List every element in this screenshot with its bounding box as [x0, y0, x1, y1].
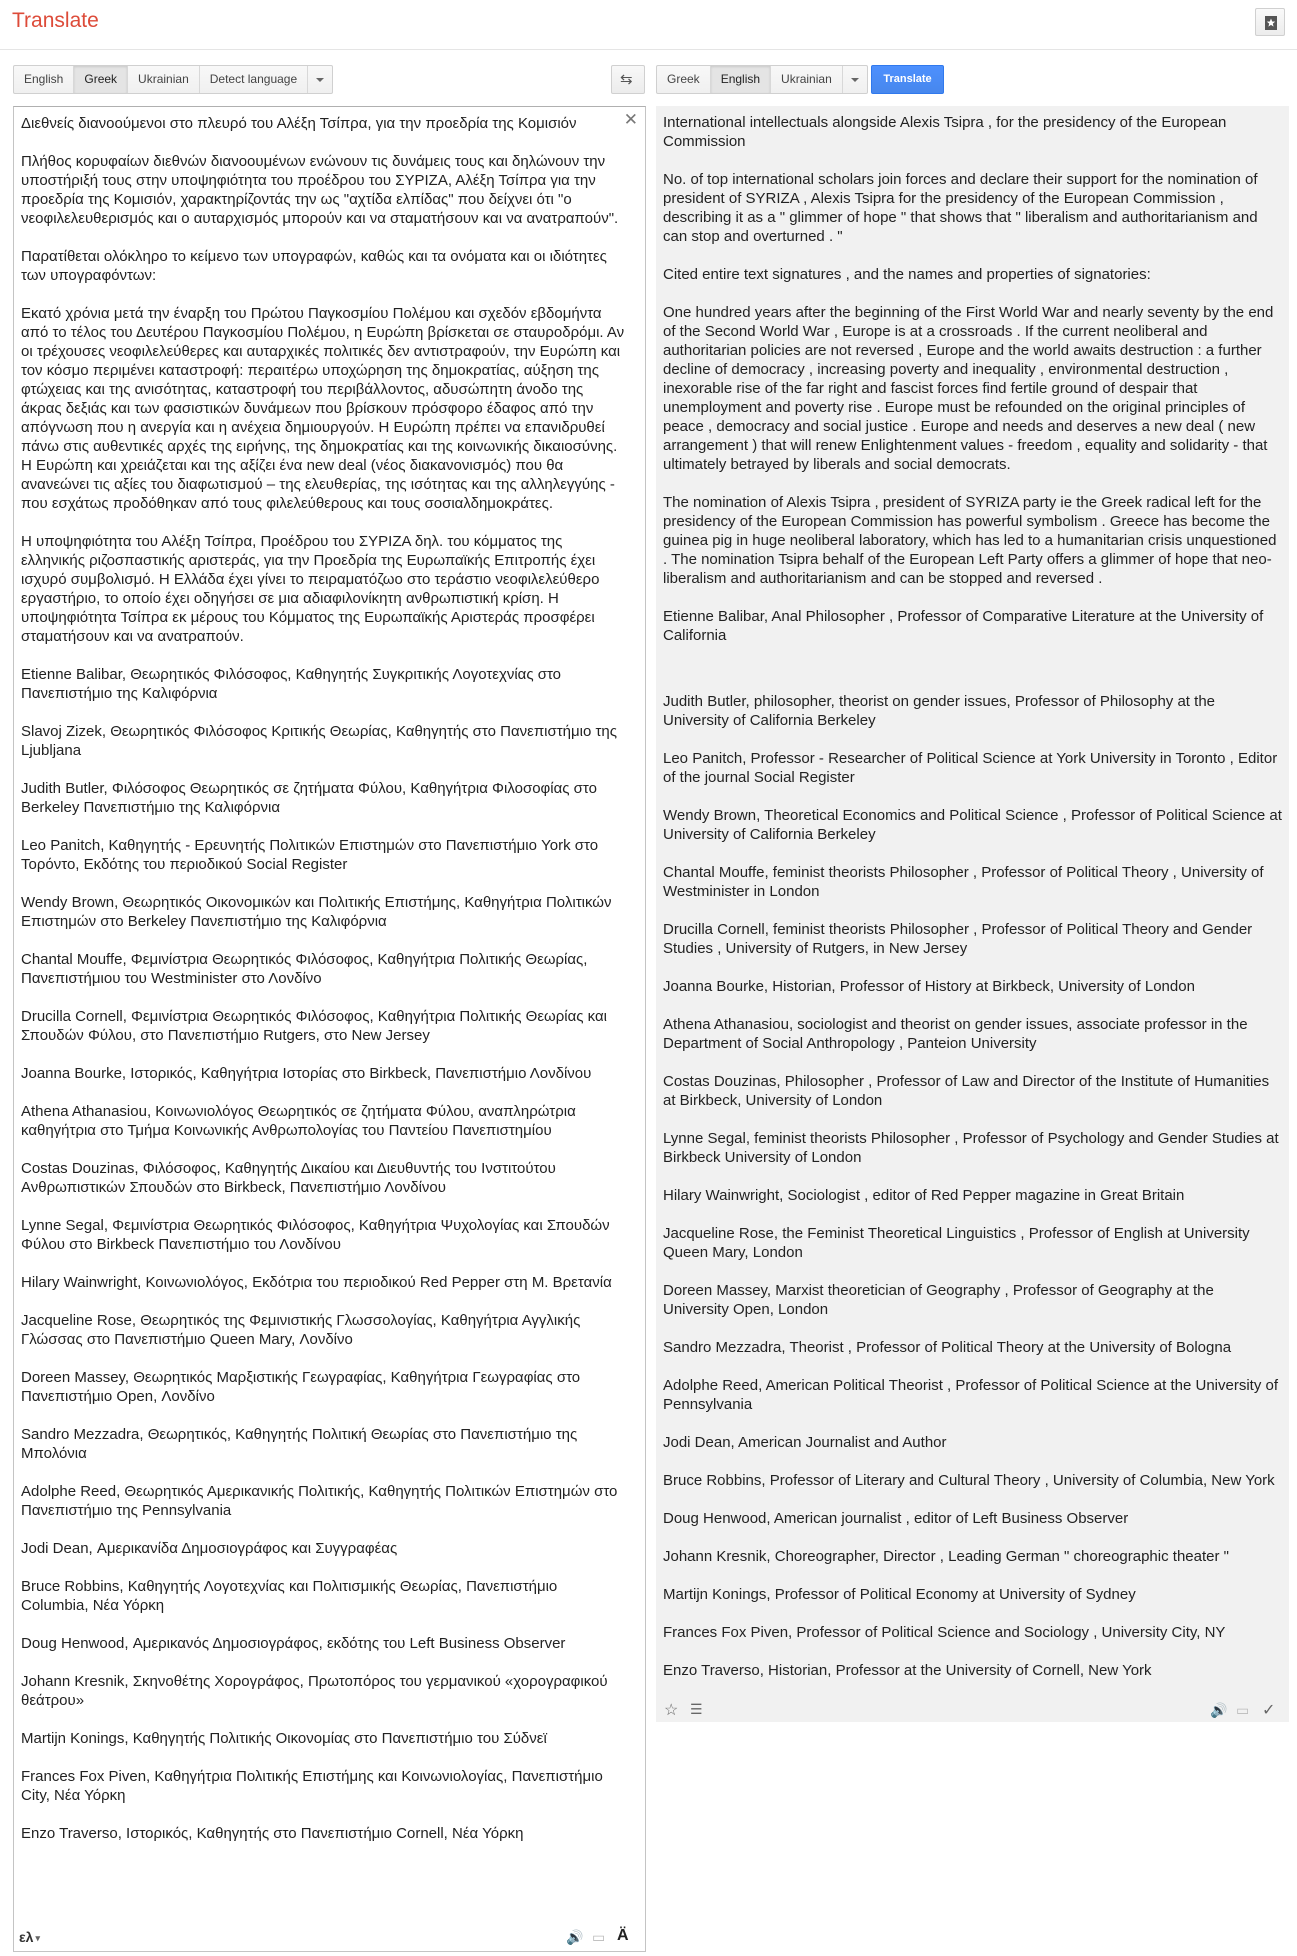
target-language-selector	[656, 65, 868, 94]
source-paragraph: Martijn Konings, Καθηγητής Πολιτικής Οικονομίας στο Πανεπιστήμιο του Σύδνεϊ	[21, 1730, 547, 1747]
translation-paragraph: Judith Butler, philosopher, theorist on gender issues, Professor of Philosophy at the University of California Berkeley	[663, 693, 1215, 729]
translation-paragraph: Wendy Brown, Theoretical Economics and Political Science , Professor of Political Science at University of California Berkeley	[663, 807, 1282, 843]
speaker-icon[interactable]: 🔊	[566, 1929, 584, 1945]
translation-paragraph: Cited entire text signatures , and the names and properties of signatories:	[663, 266, 1151, 283]
source-lang-detect[interactable]: Detect language	[200, 66, 308, 93]
source-paragraph: Joanna Bourke, Ιστορικός, Καθηγήτρια Ιστορίας στο Birkbeck, Πανεπιστήμιο Λονδίνου	[21, 1065, 592, 1082]
check-icon[interactable]: ✓	[1262, 1702, 1276, 1719]
source-lang-dropdown[interactable]	[308, 66, 332, 93]
translation-paragraph: Chantal Mouffe, feminist theorists Philosopher , Professor of Political Theory , University of Westminister in London	[663, 864, 1264, 900]
source-paragraph: Η υποψηφιότητα του Αλέξη Τσίπρα, Προέδρου του ΣΥΡΙΖΑ δηλ. του κόμματος της ελληνικής ριζοσπαστικής αριστεράς, για την Προεδρία της Ευρωπαϊκής Επιτροπής έχει ισχυρό συμβολισμό. Η Ελλάδα έχει γίνει το πειραματόζωο στο τεράστιο νεοφιλελεύθερο εργαστήριο, το οποίο έχει οδηγήσει σε μια αδιαφιλονίκητη ανθρωπιστική κρίση. Η υποψηφιότητα Τσίπρα εκ μέρους του Κόμματος της Ευρωπαϊκής Αριστεράς προσφέρει σταματήσουν και να ανατραπούν.	[21, 533, 600, 645]
source-paragraph: Costas Douzinas, Φιλόσοφος, Καθηγητής Δικαίου και Διευθυντής του Ινστιτούτου Ανθρωπιστικών Σπουδών στο Birkbeck, Πανεπιστήμιο Λονδίνου	[21, 1160, 556, 1196]
translation-paragraph: Adolphe Reed, American Political Theorist , Professor of Political Science at the University of Pennsylvania	[663, 1377, 1279, 1413]
translation-paragraph: Hilary Wainwright, Sociologist , editor of Red Pepper magazine in Great Britain	[663, 1187, 1185, 1204]
save-phrasebook-button[interactable]	[1255, 8, 1285, 36]
translation-paragraph: Sandro Mezzadra, Theorist , Professor of Political Theory at the University of Bologna	[663, 1339, 1232, 1356]
source-paragraph: Adolphe Reed, Θεωρητικός Αμερικανικής Πολιτικής, Καθηγητής Πολιτικών Επιστημών στο Πανεπιστήμιο της Pennsylvania	[21, 1483, 618, 1519]
translation-paragraph: Jacqueline Rose, the Feminist Theoretical Linguistics , Professor of English at University Queen Mary, London	[663, 1225, 1250, 1261]
source-paragraph: Johann Kresnik, Σκηνοθέτης Χορογράφος, Πρωτοπόρος του γερμανικού «χορογραφικού θεάτρου»	[21, 1673, 608, 1709]
source-paragraph: Wendy Brown, Θεωρητικός Οικονομικών και Πολιτικής Επιστήμης, Καθηγήτρια Πολιτικών Επιστημών στο Berkeley Πανεπιστήμιο της Καλιφόρνια	[21, 894, 612, 930]
source-paragraph: Doreen Massey, Θεωρητικός Μαρξιστικής Γεωγραφίας, Καθηγήτρια Γεωγραφίας στο Πανεπιστήμιο Open, Λονδίνο	[21, 1369, 581, 1405]
translation-paragraph: Leo Panitch, Professor - Researcher of Political Science at York University in Toronto , Editor of the journal Social Register	[663, 750, 1278, 786]
translation-paragraph: Costas Douzinas, Philosopher , Professor of Law and Director of the Institute of Humanities at Birkbeck, University of London	[663, 1073, 1270, 1109]
keyboard-icon: ελ	[19, 1929, 34, 1945]
target-lang-ukrainian[interactable]: Ukrainian	[771, 66, 843, 93]
source-lang-ukrainian[interactable]: Ukrainian	[128, 66, 200, 93]
translation-paragraph: Enzo Traverso, Historian, Professor at the University of Cornell, New York	[663, 1662, 1152, 1679]
source-paragraph: Doug Henwood, Αμερικανός Δημοσιογράφος, εκδότης του Left Business Observer	[21, 1635, 566, 1652]
top-bar	[0, 0, 1297, 50]
comment-icon[interactable]: ▭	[1236, 1702, 1250, 1718]
result-box	[656, 106, 1289, 1722]
source-footer	[14, 1925, 645, 1951]
translation-paragraph: Frances Fox Piven, Professor of Political Science and Sociology , University City, NY	[663, 1624, 1226, 1641]
comment-icon[interactable]: ▭	[592, 1929, 606, 1945]
translation-paragraph: Drucilla Cornell, feminist theorists Philosopher , Professor of Political Theory and Gender Studies , University of Rutgers, in New Jersey	[663, 921, 1253, 957]
source-language-selector	[13, 65, 333, 94]
source-paragraph: Διεθνείς διανοούμενοι στο πλευρό του Αλέξη Τσίπρα, για την προεδρία της Κομισιόν	[21, 115, 577, 132]
source-paragraph: Judith Butler, Φιλόσοφος Θεωρητικός σε ζητήματα Φύλου, Καθηγήτρια Φιλοσοφίας στο Berkeley Πανεπιστήμιο της Καλιφόρνια	[21, 780, 597, 816]
source-paragraph: Chantal Mouffe, Φεμινίστρια Θεωρητικός Φιλόσοφος, Καθηγήτρια Πολιτικής Θεωρίας, Πανεπιστήμιου του Westminister στο Λονδίνο	[21, 951, 588, 987]
translation-paragraph: Bruce Robbins, Professor of Literary and Cultural Theory , University of Columbia, New York	[663, 1472, 1275, 1489]
source-paragraph: Slavoj Zizek, Θεωρητικός Φιλόσοφος Κριτικής Θεωρίας, Καθηγητής στο Πανεπιστήμιο της Ljubljana	[21, 723, 618, 759]
source-paragraph: Enzo Traverso, Ιστορικός, Καθηγητής στο Πανεπιστήμιο Cornell, Νέα Υόρκη	[21, 1825, 524, 1842]
source-paragraph: Frances Fox Piven, Καθηγήτρια Πολιτικής Επιστήμης και Κοινωνιολογίας, Πανεπιστήμιο City, Νέα Υόρκη	[21, 1768, 603, 1804]
close-icon[interactable]: ✕	[623, 110, 638, 129]
source-paragraph: Jacqueline Rose, Θεωρητικός της Φεμινιστικής Γλωσσολογίας, Καθηγήτρια Αγγλικής Γλώσσας στο Πανεπιστήμιο Queen Mary, Λονδίνο	[21, 1312, 581, 1348]
target-lang-english[interactable]: English	[711, 66, 771, 93]
source-paragraph: Παρατίθεται ολόκληρο το κείμενο των υπογραφών, καθώς και τα ονόματα και οι ιδιότητες των υπογραφόντων:	[21, 248, 607, 284]
swap-icon: ⇆	[620, 71, 633, 88]
source-paragraph: Εκατό χρόνια μετά την έναρξη του Πρώτου Παγκοσμίου Πολέμου και σχεδόν εβδομήντα από το τέλος του Δευτέρου Παγκοσμίου Πολέμου, η Ευρώπη βρίσκεται σε σταυροδρόμι. Αν οι τρέχουσες νεοφιλελεύθερες και αυταρχικές πολιτικές δεν αντιστραφούν, την Ευρώπη και τον κόσμο περιμένει καταστροφή: περαιτέρω υποχώρηση της δημοκρατίας, αύξηση της φτώχειας και της ανισότητας, καταστροφή του περιβάλλοντος, αδυσώπητη άνοδο της άκρας δεξιάς και των φασιστικών δυνάμεων που βρίσκουν πρόσφορο έδαφος από την απόγνωση που η ανεργία και η ανέχεια δημιουργούν. Η Ευρώπη πρέπει να επανιδρυθεί πάνω στις αυθεντικές αρχές της ειρήνης, της δημοκρατίας και της κοινωνικής δικαιοσύνης. Η Ευρώπη και χρειάζεται και της αξίζει ένα new deal (νέος διακανονισμός) που θα ανανεώνει τις αξίες του διαφωτισμού – της ελευθερίας, της ισότητας και της αλληλεγγύης - που εσχάτως προδόθηκαν από τους φιλελεύθερους και τους σοσιαλδημοκράτες.	[21, 305, 625, 512]
translation-paragraph: Martijn Konings, Professor of Political Economy at University of Sydney	[663, 1586, 1136, 1603]
source-paragraph: Πλήθος κορυφαίων διεθνών διανοουμένων ενώνουν τις δυνάμεις τους και δηλώνουν την υποστήριξή τους στην υποψηφιότητα του προέδρου του ΣΥΡΙΖΑ, Αλέξη Τσίπρα για την προεδρία της Κομισιόν, χαρακτηρίζοντάς την ως "αχτίδα ελπίδας" που δείχνει ότι "ο νεοφιλελευθερισμός και ο αυταρχισμός μπορούν και να σταματήσουν και να ανατραπούν".	[21, 153, 619, 227]
source-paragraph: Etienne Balibar, Θεωρητικός Φιλόσοφος, Καθηγητής Συγκριτικής Λογοτεχνίας στο Πανεπιστήμιο της Καλιφόρνια	[21, 666, 562, 702]
translation-paragraph: Athena Athanasiou, sociologist and theorist on gender issues, associate professor in the Department of Social Anthropology , Panteion University	[663, 1016, 1248, 1052]
translation-paragraph: The nomination of Alexis Tsipra , president of SYRIZA party ie the Greek radical left for the presidency of the European Commission has powerful symbolism . Greece has become the guinea pig in huge neoliberal laboratory, which has led to a humanitarian crisis unquestioned . The nomination Tsipra behalf of the European Left Party offers a glimmer of hope that neo-liberalism and authoritarianism and can be stopped and reversed .	[663, 494, 1277, 587]
virtual-keyboard-icon[interactable]: Ä	[617, 1927, 629, 1944]
source-lang-english[interactable]: English	[14, 66, 74, 93]
target-lang-greek[interactable]: Greek	[657, 66, 711, 93]
app-title[interactable]: Translate	[12, 9, 99, 32]
star-icon[interactable]: ☆	[664, 1702, 679, 1719]
source-paragraph: Athena Athanasiou, Κοινωνιολόγος Θεωρητικός σε ζητήματα Φύλου, αναπληρώτρια καθηγήτρια στο Τμήμα Κοινωνικής Ανθρωπολογίας του Παντείου Πανεπιστημίου	[21, 1103, 576, 1139]
source-textarea[interactable]	[13, 106, 646, 1952]
translation-paragraph: Doug Henwood, American journalist , editor of Left Business Observer	[663, 1510, 1129, 1527]
translation-paragraph: Etienne Balibar, Anal Philosopher , Professor of Comparative Literature at the University of California	[663, 608, 1264, 644]
translation-paragraph: International intellectuals alongside Alexis Tsipra , for the presidency of the European Commission	[663, 114, 1227, 150]
translation-paragraph: Lynne Segal, feminist theorists Philosopher , Professor of Psychology and Gender Studies at Birkbeck University of London	[663, 1130, 1279, 1166]
translation-paragraph: Joanna Bourke, Historian, Professor of History at Birkbeck, University of London	[663, 978, 1195, 995]
source-paragraph: Drucilla Cornell, Φεμινίστρια Θεωρητικός Φιλόσοφος, Καθηγήτρια Πολιτικής Θεωρίας και Σπουδών Φύλου, στο Πανεπιστήμιο Rutgers, στο New Jersey	[21, 1008, 607, 1044]
list-icon[interactable]: ☰	[690, 1701, 703, 1717]
source-paragraph: Leo Panitch, Καθηγητής - Ερευνητής Πολιτικών Επιστημών στο Πανεπιστήμιο York στο Τορόντο, Εκδότης του περιοδικού Social Register	[21, 837, 599, 873]
swap-languages-button[interactable]	[611, 65, 645, 94]
input-tools-button[interactable]	[19, 1929, 40, 1945]
language-bar	[0, 65, 1297, 94]
source-paragraph: Sandro Mezzadra, Θεωρητικός, Καθηγητής Πολιτική Θεωρίας στο Πανεπιστήμιο της Μπολόνια	[21, 1426, 578, 1462]
star-icon	[1264, 15, 1278, 31]
target-lang-dropdown[interactable]	[843, 66, 867, 93]
chevron-down-icon: ▾	[35, 1932, 40, 1943]
translation-paragraph: No. of top international scholars join forces and declare their support for the nomination of president of SYRIZA , Alexis Tsipra for the presidency of the European Commission , describing it as a " glimmer of hope " that shows that " liberalism and authoritarianism and can stop and overturned . "	[663, 171, 1258, 245]
translation-paragraph: Doreen Massey, Marxist theoretician of Geography , Professor of Geography at the University Open, London	[663, 1282, 1214, 1318]
source-paragraph: Lynne Segal, Φεμινίστρια Θεωρητικός Φιλόσοφος, Καθηγήτρια Ψυχολογίας και Σπουδών Φύλου στο Birkbeck Πανεπιστήμιο του Λονδίνου	[21, 1217, 610, 1253]
translation-paragraph: Johann Kresnik, Choreographer, Director , Leading German " choreographic theater "	[663, 1548, 1229, 1565]
source-lang-greek[interactable]: Greek	[74, 66, 128, 93]
result-text	[663, 113, 1283, 1699]
source-paragraph: Jodi Dean, Αμερικανίδα Δημοσιογράφος και Συγγραφέας	[21, 1540, 398, 1557]
translate-button[interactable]: Translate	[871, 65, 944, 94]
result-footer	[656, 1698, 1289, 1722]
source-paragraph: Hilary Wainwright, Κοινωνιολόγος, Εκδότρια του περιοδικού Red Pepper στη Μ. Βρετανία	[21, 1274, 612, 1291]
translation-paragraph: Jodi Dean, American Journalist and Author	[663, 1434, 947, 1451]
speaker-icon[interactable]: 🔊	[1210, 1702, 1228, 1718]
translation-paragraph: One hundred years after the beginning of the First World War and nearly seventy by the end of the Second World War , Europe is at a crossroads . If the current neoliberal and authoritarian policies are not reversed , Europe and the world awaits destruction : a further decline of democracy , increasing poverty and inequality , environmental destruction , inexorable rise of the far right and fascist forces find fertile ground of despair that unemployment and poverty rise . Europe must be refounded on the original principles of peace , democracy and social justice . Europe and needs and deserves a new deal ( new arrangement ) that will renew Enlightenment values - freedom , equality and solidarity - that ultimately betrayed by liberals and social democrats.	[663, 304, 1274, 473]
source-paragraph: Bruce Robbins, Καθηγητής Λογοτεχνίας και Πολιτισμικής Θεωρίας, Πανεπιστήμιο Columbia, Νέα Υόρκη	[21, 1578, 558, 1614]
source-text	[21, 114, 626, 1843]
